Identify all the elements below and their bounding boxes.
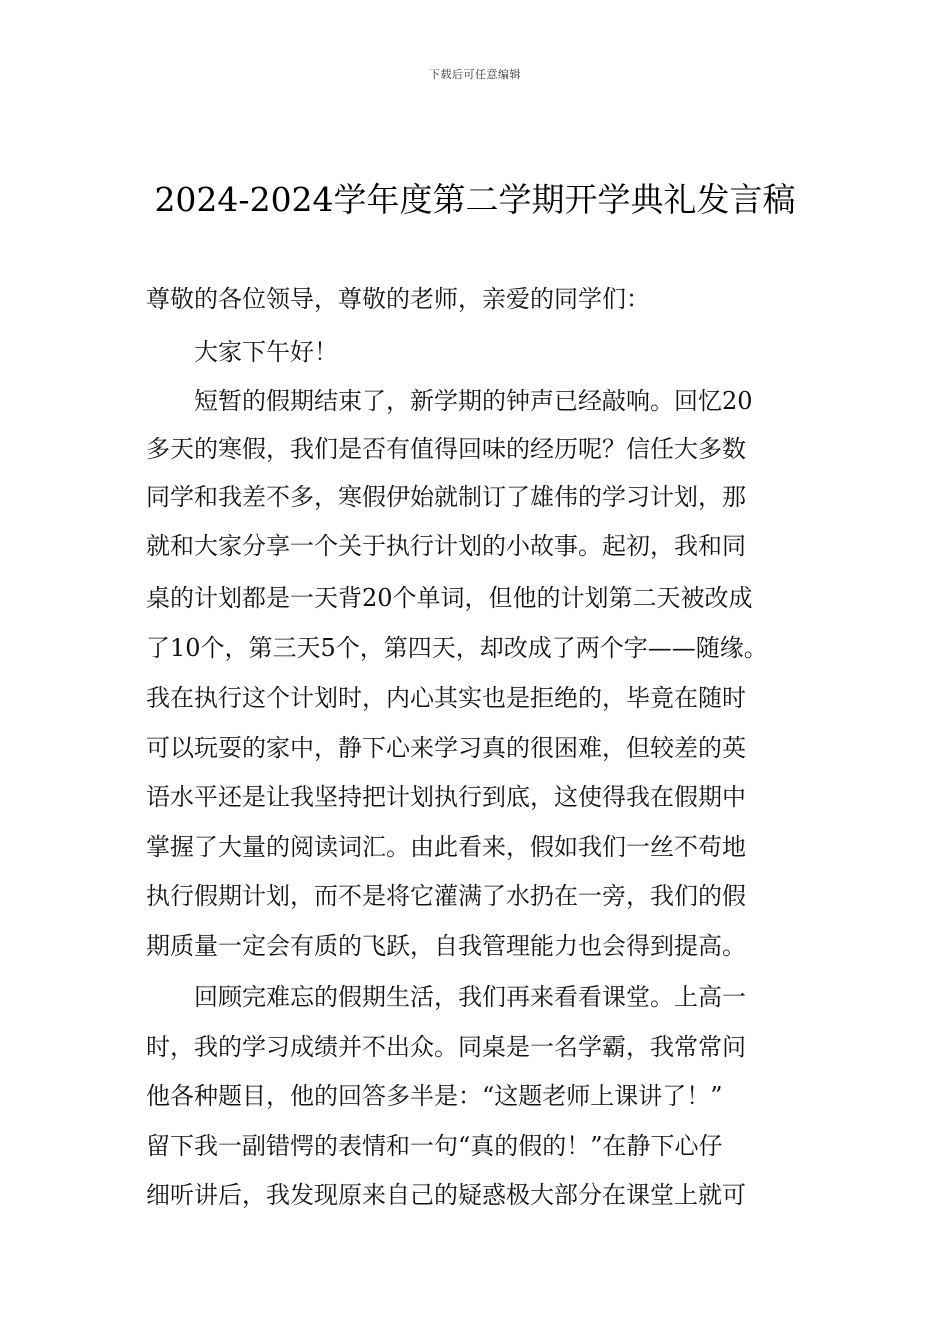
body-line: 我在执行这个计划时，内心其实也是拒绝的，毕竟在随时: [146, 684, 746, 712]
body-line: 时，我的学习成绩并不出众。同桌是一名学霸，我常常问: [146, 1033, 746, 1061]
body-line: 了10个，第三天5个，第四天，却改成了两个字——随缘。: [146, 634, 768, 662]
body-line: 掌握了大量的阅读词汇。由此看来，假如我们一丝不苟地: [146, 833, 746, 861]
greeting-line: 大家下午好！: [194, 338, 338, 366]
header-note: 下载后可任意编辑: [429, 68, 521, 81]
body-line: 他各种题目，他的回答多半是：“这题老师上课讲了！”: [146, 1082, 723, 1110]
body-line: 回顾完难忘的假期生活，我们再来看看课堂。上高一: [194, 983, 746, 1011]
body-line: 语水平还是让我坚持把计划执行到底，这使得我在假期中: [146, 783, 746, 811]
body-line: 短暂的假期结束了，新学期的钟声已经敲响。回忆20: [194, 387, 753, 415]
body-line: 可以玩耍的家中，静下心来学习真的很困难，但较差的英: [146, 734, 746, 762]
body-line: 就和大家分享一个关于执行计划的小故事。起初，我和同: [146, 532, 746, 560]
body-line: 同学和我差不多，寒假伊始就制订了雄伟的学习计划，那: [146, 483, 746, 511]
document-title: 2024-2024学年度第二学期开学典礼发言稿: [154, 180, 796, 219]
body-line: 执行假期计划，而不是将它灌满了水扔在一旁，我们的假: [146, 882, 746, 910]
body-line: 留下我一副错愕的表情和一句“真的假的！”在静下心仔: [146, 1132, 723, 1160]
salutation-line: 尊敬的各位领导，尊敬的老师，亲爱的同学们：: [146, 285, 650, 313]
body-line: 细听讲后，我发现原来自己的疑惑极大部分在课堂上就可: [146, 1181, 746, 1209]
body-line: 桌的计划都是一天背20个单词，但他的计划第二天被改成: [146, 584, 753, 612]
body-line: 期质量一定会有质的飞跃，自我管理能力也会得到提高。: [146, 932, 746, 960]
body-line: 多天的寒假，我们是否有值得回味的经历呢？信任大多数: [146, 435, 746, 463]
